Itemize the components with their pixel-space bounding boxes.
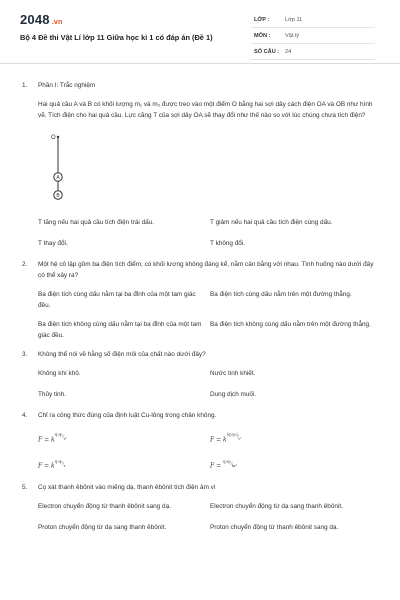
- answer-option[interactable]: Dung dịch muối.: [210, 391, 257, 398]
- formula-option[interactable]: $F = k^{^{q_1q_2}⁄_{r^2}}$: [38, 432, 67, 444]
- answer-option[interactable]: Nước tinh khiết.: [210, 370, 256, 377]
- question-2: [20, 259, 380, 349]
- formula-option[interactable]: $F = k^{^{|q_1q_2|}⁄_{r^2}}$: [210, 432, 242, 444]
- question-text: Cọ xát thanh êbônit vào miếng dạ, thanh êbônit tích điện âm vì: [38, 483, 216, 491]
- answer-option[interactable]: Electron chuyển động từ thanh êbônit sang dạ.: [38, 502, 171, 510]
- document-title: Bộ 4 Đề thi Vật Lí lớp 11 Giữa học kì 1 có đáp án (Đề 1): [20, 33, 213, 42]
- label-o: O: [51, 135, 56, 141]
- answer-option[interactable]: Không khí khô.: [38, 370, 81, 377]
- answer-option[interactable]: Ba điện tích cùng dấu nằm trên một đường thẳng.: [210, 291, 352, 298]
- question-number: 1.: [22, 82, 28, 89]
- logo-text: 2048: [20, 12, 50, 27]
- pendulum-diagram: [38, 129, 98, 209]
- question-text: Một hệ cô lập gồm ba điện tích điểm, có khối lượng không đáng kể, nằm cân bằng với nhau. Tình huống nào dưới đây có thể xảy ra?: [38, 261, 374, 279]
- answer-option[interactable]: T không đổi.: [210, 240, 246, 247]
- answer-option[interactable]: T giảm nếu hai quả cầu tích điện cùng dấu.: [210, 219, 333, 226]
- info-label: LỚP :: [254, 17, 270, 23]
- logo-suffix: .vn: [51, 19, 63, 26]
- document-info-box: [251, 12, 375, 60]
- info-value: Vật lý: [285, 33, 299, 39]
- answer-option[interactable]: Ba điện tích không cùng dấu nằm trên một đường thẳng.: [210, 321, 371, 328]
- answer-option[interactable]: Ba điện tích không cùng dấu nằm tại ba đỉnh của một tam giác đều.: [38, 321, 202, 339]
- info-label: SỐ CÂU :: [254, 49, 280, 55]
- suspension-point: [57, 136, 59, 138]
- info-row-subject: [251, 28, 375, 44]
- question-text: Hai quả cầu A và B có khối lượng m₁ và m₂ được treo vào một điểm O bằng hai sợi dây cách điện OA và OB như hình vẽ. Tích điện cho hai quả cầu. Lực căng T của sợi dây OA sẽ thay đổi như thế nào so với lúc chúng chưa tích điện?: [38, 101, 373, 119]
- question-4: [20, 410, 380, 482]
- question-text: Không thể nói về hằng số điện môi của chất nào dưới đây?: [38, 351, 206, 358]
- question-number: 4.: [22, 412, 28, 419]
- answer-option[interactable]: Proton chuyển động từ thanh êbônit sang dạ.: [210, 523, 339, 531]
- info-value: 24: [285, 49, 292, 55]
- label-a: A: [56, 175, 60, 181]
- answer-option[interactable]: T tăng nếu hai quả cầu tích điện trái dấu.: [38, 219, 155, 226]
- question-number: 2.: [22, 261, 28, 268]
- answer-options: [38, 429, 380, 482]
- answer-option[interactable]: T thay đổi.: [38, 240, 68, 247]
- question-1: [20, 80, 380, 259]
- label-b: B: [56, 193, 60, 199]
- site-logo[interactable]: [20, 12, 62, 27]
- answer-option[interactable]: Thủy tinh.: [38, 391, 67, 398]
- question-5: [20, 482, 380, 543]
- info-label: MÔN :: [254, 33, 271, 39]
- answer-options: [38, 289, 380, 349]
- answer-options: [38, 368, 380, 410]
- info-row-class: [251, 12, 375, 28]
- info-row-question-count: [251, 44, 375, 60]
- info-value: Lớp 11: [285, 17, 303, 23]
- formula-option[interactable]: F = $^{^{q_1q_2}⁄_{kr^2}}$: [210, 458, 238, 470]
- answer-option[interactable]: Proton chuyển động từ dạ sang thanh êbônit.: [38, 523, 167, 531]
- formula-option[interactable]: $F = k^{^{q_1q_2}⁄_r}$: [38, 458, 66, 470]
- section-heading: Phần I: Trắc nghiệm: [38, 82, 96, 89]
- question-list: [20, 80, 380, 543]
- question-text: Chỉ ra công thức đúng của định luật Cu-lông trong chân không.: [38, 412, 217, 419]
- question-3: [20, 349, 380, 410]
- pendulum-figure: [38, 129, 380, 209]
- question-number: 3.: [22, 351, 28, 358]
- document-header: [0, 0, 400, 64]
- question-number: 5.: [22, 483, 28, 491]
- answer-options: [38, 501, 380, 543]
- answer-option[interactable]: Ba điện tích cùng dấu nằm tại ba đỉnh của một tam giác đều.: [38, 291, 196, 309]
- answer-options: [38, 217, 380, 259]
- answer-option[interactable]: Electron chuyển động từ dạ sang thanh êbônit.: [210, 502, 343, 510]
